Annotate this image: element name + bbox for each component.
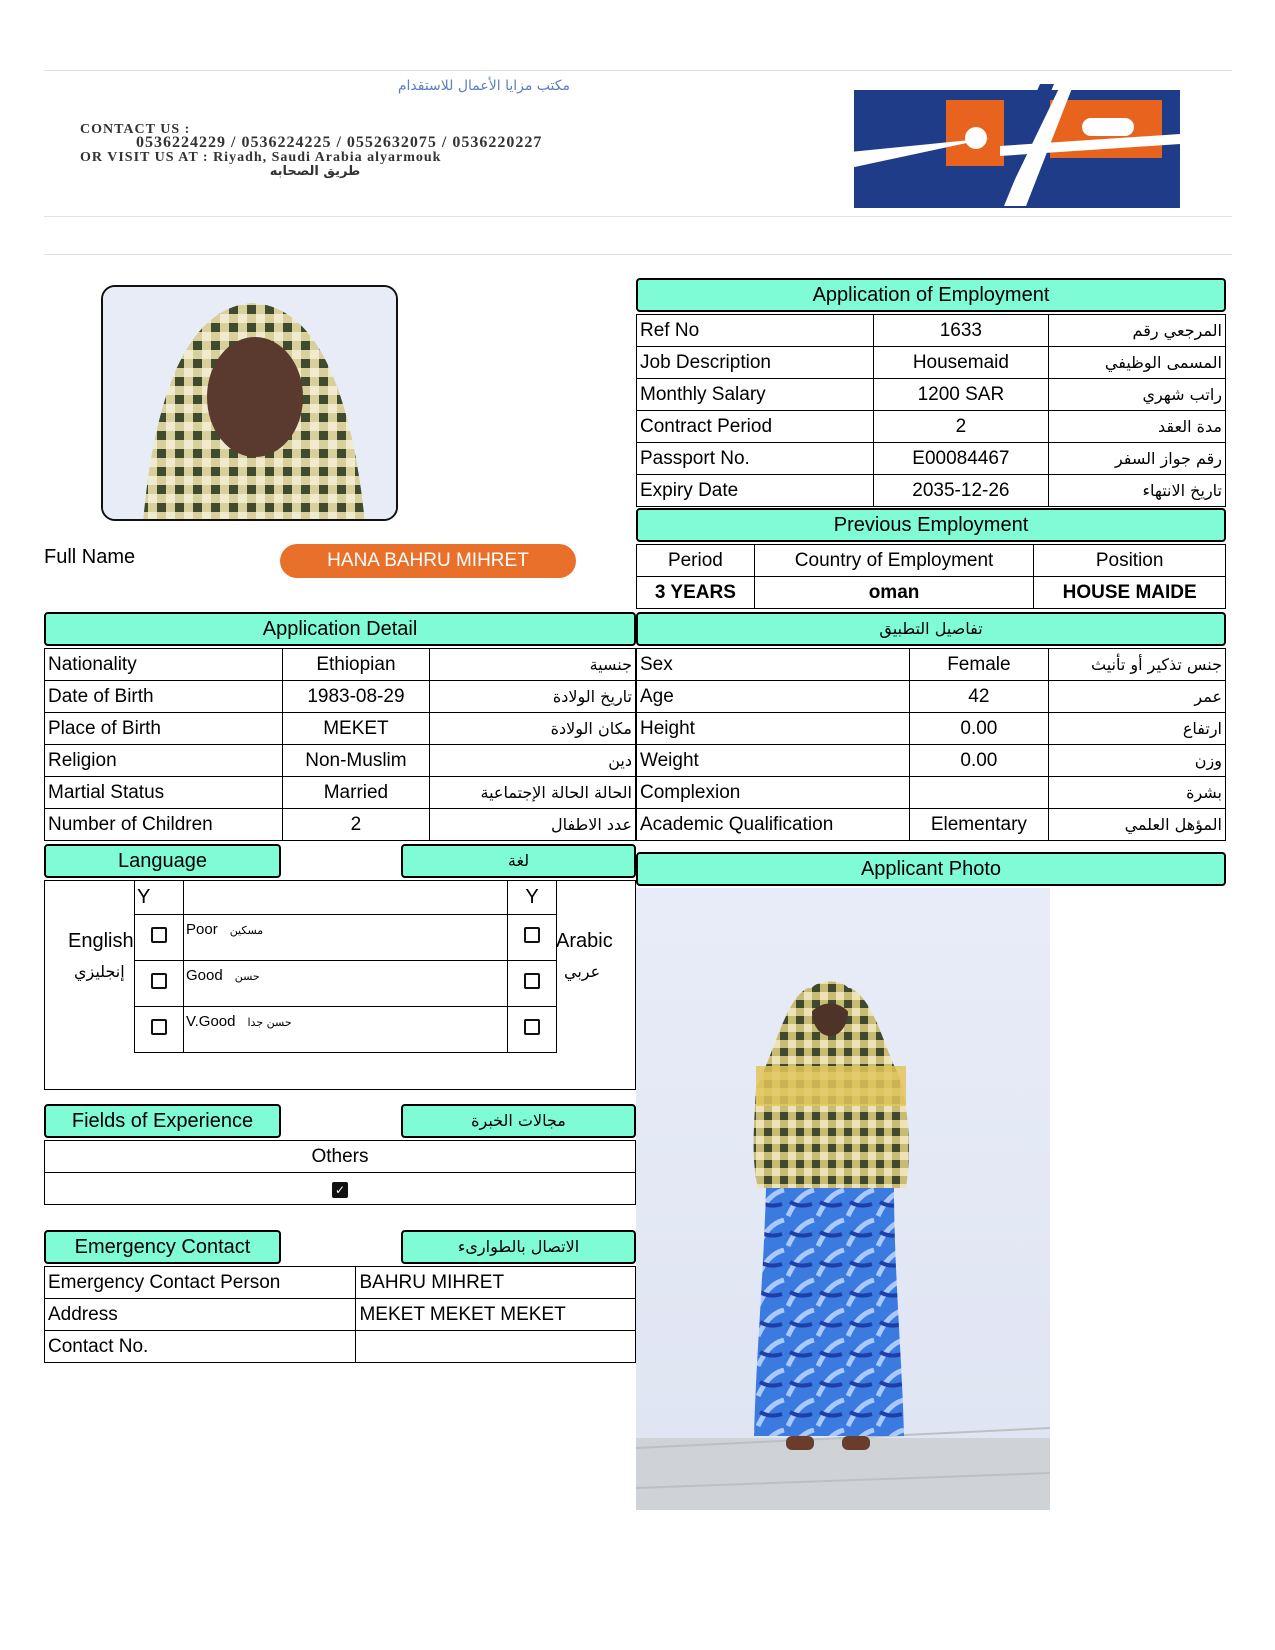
language-grid-header <box>135 881 557 915</box>
fields-of-experience-header: Fields of Experience <box>44 1104 281 1138</box>
row-value: 0.00 <box>909 745 1049 777</box>
english-good-checkbox[interactable] <box>151 973 167 989</box>
previous-employment-header: Previous Employment <box>636 508 1226 542</box>
section-divider <box>44 254 1232 255</box>
row-label-ar: راتب شهري <box>1049 379 1226 411</box>
level-label: V.Good <box>186 1013 236 1030</box>
row-value: 0.00 <box>909 713 1049 745</box>
row-label-ar: ارتفاع <box>1049 713 1226 745</box>
row-label: Emergency Contact Person <box>45 1267 356 1299</box>
level-label-ar: حسن جدا <box>247 1016 292 1029</box>
previous-period: 3 YEARS <box>637 577 755 609</box>
row-label-ar: المسمى الوظيفي <box>1049 347 1226 379</box>
row-label: Age <box>637 681 910 713</box>
table-row <box>45 1141 636 1173</box>
row-label-ar: جنس تذكير أو تأنيث <box>1049 649 1226 681</box>
table-row <box>45 745 636 777</box>
row-label-ar: دين <box>430 745 636 777</box>
arabic-good-checkbox[interactable] <box>524 973 540 989</box>
row-label-ar: عدد الاطفال <box>430 809 636 841</box>
emergency-contact-header: Emergency Contact <box>44 1230 281 1264</box>
row-label: Job Description <box>637 347 874 379</box>
table-row <box>637 443 1226 475</box>
table-row <box>637 411 1226 443</box>
row-value: 1983-08-29 <box>282 681 430 713</box>
english-label-ar: إنجليزي <box>74 962 125 981</box>
language-level-row <box>135 961 557 1007</box>
row-label-ar: مدة العقد <box>1049 411 1226 443</box>
arabic-label-ar: عربي <box>564 962 601 981</box>
applicant-full-photo <box>636 888 1050 1510</box>
application-detail-header: Application Detail <box>44 612 636 646</box>
row-value <box>909 777 1049 809</box>
language-grid <box>134 880 557 1053</box>
row-label-ar: رقم جواز السفر <box>1049 443 1226 475</box>
row-value: 2 <box>282 809 430 841</box>
row-value: Ethiopian <box>282 649 430 681</box>
row-label: Contract Period <box>637 411 874 443</box>
previous-country: oman <box>754 577 1034 609</box>
row-value: 2035-12-26 <box>873 475 1049 507</box>
table-row <box>45 777 636 809</box>
row-label-ar: جنسية <box>430 649 636 681</box>
application-of-employment-header: Application of Employment <box>636 278 1226 312</box>
row-label: Weight <box>637 745 910 777</box>
row-label: Martial Status <box>45 777 283 809</box>
office-name-arabic: مكتب مزايا الأعمال للاستقدام <box>397 78 570 94</box>
row-label: Sex <box>637 649 910 681</box>
employment-table <box>636 314 1226 507</box>
table-row <box>45 713 636 745</box>
level-label-ar: مسكين <box>229 924 264 937</box>
row-value: Married <box>282 777 430 809</box>
table-row <box>45 1331 636 1363</box>
row-value <box>356 1331 636 1363</box>
row-label: Academic Qualification <box>637 809 910 841</box>
english-y-header: Y <box>135 881 184 915</box>
full-name-pill: HANA BAHRU MIHRET <box>280 544 576 578</box>
english-label: English <box>68 930 134 952</box>
row-label-ar: الحالة الحالة الإجتماعية <box>430 777 636 809</box>
language-header: Language <box>44 844 281 878</box>
row-label: Passport No. <box>637 443 874 475</box>
table-row <box>637 809 1226 841</box>
level-label-ar: حسن <box>234 970 260 983</box>
row-value: MEKET MEKET MEKET <box>356 1299 636 1331</box>
emergency-contact-table <box>44 1266 636 1363</box>
previous-position: HOUSE MAIDE <box>1034 577 1226 609</box>
fields-of-experience-header-ar: مجالات الخبرة <box>401 1104 636 1138</box>
row-label: Contact No. <box>45 1331 356 1363</box>
table-row <box>637 577 1226 609</box>
row-label-ar: تاريخ الولادة <box>430 681 636 713</box>
full-name-label: Full Name <box>44 546 136 568</box>
contact-address: OR VISIT US AT : Riyadh, Saudi Arabia alyarmouk <box>80 150 442 165</box>
row-value: BAHRU MIHRET <box>356 1267 636 1299</box>
row-value: Non-Muslim <box>282 745 430 777</box>
row-value: 2 <box>873 411 1049 443</box>
language-level-row <box>135 1007 557 1053</box>
applicant-photo-header: Applicant Photo <box>636 852 1226 886</box>
table-row <box>637 777 1226 809</box>
table-row <box>637 681 1226 713</box>
row-value: E00084467 <box>873 443 1049 475</box>
experience-others-checkbox[interactable]: ✓ <box>332 1182 348 1198</box>
contact-block <box>80 122 800 179</box>
row-value: Housemaid <box>873 347 1049 379</box>
row-label-ar: عمر <box>1049 681 1226 713</box>
table-row <box>45 1299 636 1331</box>
table-row <box>637 475 1226 507</box>
row-label: Nationality <box>45 649 283 681</box>
row-value: MEKET <box>282 713 430 745</box>
header-divider <box>44 216 1232 217</box>
level-header-blank <box>184 881 508 915</box>
level-label: Poor <box>186 921 218 938</box>
row-label: Place of Birth <box>45 713 283 745</box>
application-detail-header-ar: تفاصيل التطبيق <box>636 612 1226 646</box>
row-value: 42 <box>909 681 1049 713</box>
row-value: 1200 SAR <box>873 379 1049 411</box>
row-label-ar: وزن <box>1049 745 1226 777</box>
detail-table-left <box>44 648 636 841</box>
row-label: Ref No <box>637 315 874 347</box>
table-header-row <box>637 545 1226 577</box>
arabic-y-header: Y <box>508 881 557 915</box>
table-row <box>637 713 1226 745</box>
table-row <box>45 649 636 681</box>
row-label-ar: المرجعي رقم <box>1049 315 1226 347</box>
row-label: Complexion <box>637 777 910 809</box>
row-label: Height <box>637 713 910 745</box>
row-label: Address <box>45 1299 356 1331</box>
row-label: Number of Children <box>45 809 283 841</box>
detail-table-right <box>636 648 1226 841</box>
row-label: Expiry Date <box>637 475 874 507</box>
table-row <box>637 379 1226 411</box>
table-row <box>637 745 1226 777</box>
row-value: Elementary <box>909 809 1049 841</box>
arabic-poor-checkbox[interactable] <box>524 927 540 943</box>
table-row <box>637 315 1226 347</box>
company-logo <box>850 78 1190 214</box>
row-label-ar: مكان الولادة <box>430 713 636 745</box>
experience-item: Others <box>45 1141 636 1173</box>
table-row <box>45 1267 636 1299</box>
row-label-ar: المؤهل العلمي <box>1049 809 1226 841</box>
table-row <box>637 347 1226 379</box>
col-header: Country of Employment <box>754 545 1034 577</box>
col-header: Position <box>1034 545 1226 577</box>
previous-employment-table <box>636 544 1226 609</box>
row-label: Religion <box>45 745 283 777</box>
language-header-ar: لغة <box>401 844 636 878</box>
experience-table <box>44 1140 636 1205</box>
arabic-label: Arabic <box>556 930 613 952</box>
table-row <box>637 649 1226 681</box>
arabic-vgood-checkbox[interactable] <box>524 1019 540 1035</box>
language-level-row <box>135 915 557 961</box>
row-label: Monthly Salary <box>637 379 874 411</box>
row-value: 1633 <box>873 315 1049 347</box>
row-label: Date of Birth <box>45 681 283 713</box>
english-poor-checkbox[interactable] <box>151 927 167 943</box>
top-divider <box>44 70 1232 71</box>
table-row <box>45 809 636 841</box>
profile-photo <box>101 285 398 521</box>
level-label: Good <box>186 967 223 984</box>
table-row <box>45 681 636 713</box>
table-row <box>45 1173 636 1205</box>
contact-label: CONTACT US : <box>80 122 191 137</box>
english-vgood-checkbox[interactable] <box>151 1019 167 1035</box>
col-header: Period <box>637 545 755 577</box>
row-value: Female <box>909 649 1049 681</box>
row-label-ar: تاريخ الانتهاء <box>1049 475 1226 507</box>
emergency-contact-header-ar: الاتصال بالطوارىء <box>401 1230 636 1264</box>
contact-street-arabic: طريق الصحابه <box>269 164 361 179</box>
contact-phones: 0536224229 / 0536224225 / 0552632075 / 0536220227 <box>136 134 543 151</box>
row-label-ar: بشرة <box>1049 777 1226 809</box>
